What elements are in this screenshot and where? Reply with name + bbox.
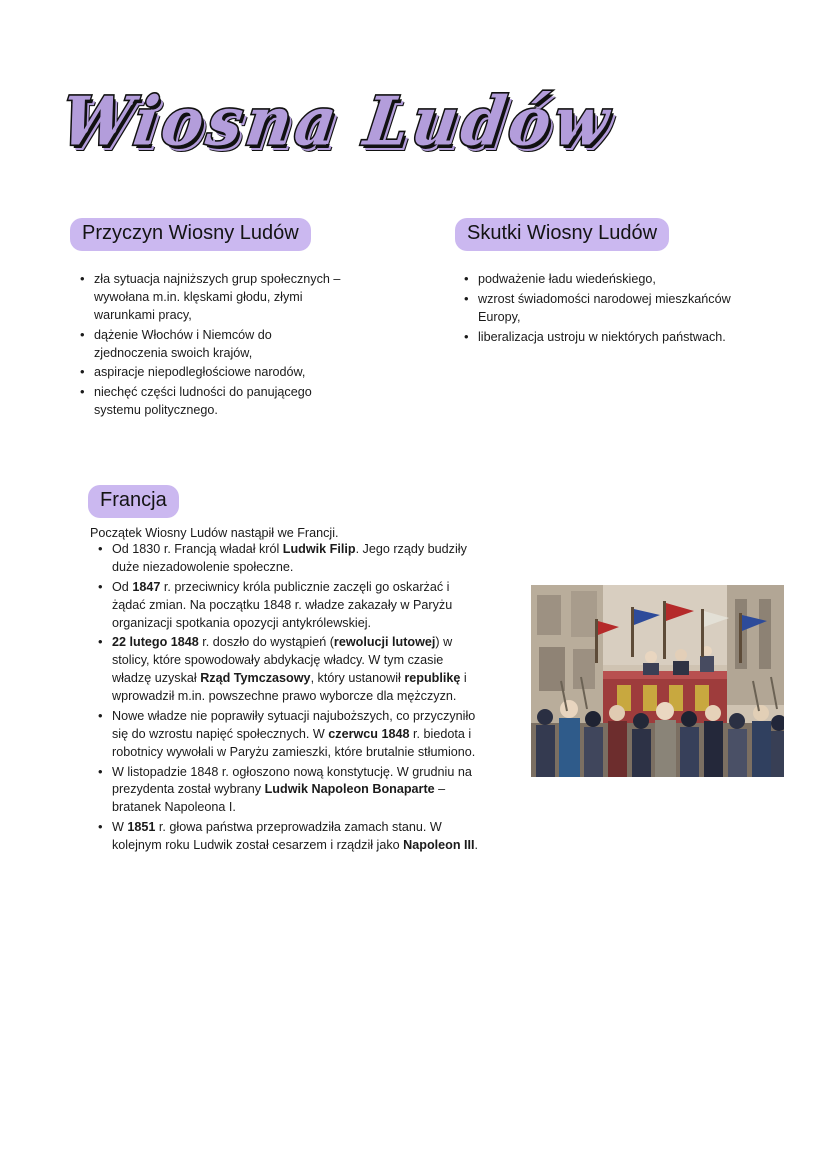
- effects-list: [462, 271, 762, 349]
- list-item: • dążenie Włochów i Niemców do zjednoczenia swoich krajów,: [78, 327, 346, 363]
- list-item: • wzrost świadomości narodowej mieszkańców Europy,: [462, 291, 762, 327]
- france-intro-text: Początek Wiosny Ludów nastąpił we Francji.: [90, 526, 339, 540]
- causes-list: [78, 271, 346, 422]
- list-item: • niechęć części ludności do panującego systemu politycznego.: [78, 384, 346, 420]
- revolution-painting-svg: [531, 585, 784, 777]
- list-item: • aspiracje niepodległościowe narodów,: [78, 364, 346, 382]
- causes-heading-label: Przyczyn Wiosny Ludów: [70, 218, 311, 251]
- list-item: • Nowe władze nie poprawiły sytuacji najuboższych, co przyczyniło się do wzrostu napięć społecznych. W czerwcu 1848 r. biedota i robotnicy wywołali w Paryżu zamieszki, które brutalnie stłumiono.: [96, 708, 484, 762]
- list-item: • zła sytuacja najniższych grup społecznych – wywołana m.in. klęskami głodu, złymi warunkami pracy,: [78, 271, 346, 325]
- section-heading-causes: [70, 218, 311, 251]
- list-item: • 22 lutego 1848 r. doszło do wystąpień (rewolucji lutowej) w stolicy, które spowodowały abdykację władcy. W tym czasie władzę uzyskał Rząd Tymczasowy, który ustanowił republikę i wprowadził m.in. powszechne prawo wyborcze dla mężczyzn.: [96, 634, 484, 706]
- revolution-painting-image: [531, 585, 784, 777]
- section-heading-effects: [455, 218, 669, 251]
- france-list: [96, 541, 484, 857]
- page-title: [56, 72, 772, 172]
- list-item: • Od 1847 r. przeciwnicy króla publicznie zaczęli go oskarżać i żądać zmian. Na początku 1848 r. władze zakazały w Paryżu organizacji spotkania opozycji antykrólewskiej.: [96, 579, 484, 633]
- list-item: • W listopadzie 1848 r. ogłoszono nową konstytucję. W grudniu na prezydenta został wybrany Ludwik Napoleon Bonaparte – bratanek Napoleona I.: [96, 764, 484, 818]
- list-item: • podważenie ładu wiedeńskiego,: [462, 271, 762, 289]
- france-heading-label: Francja: [88, 485, 179, 518]
- page-title-text: Wiosna Ludów: [56, 82, 618, 161]
- list-item: • W 1851 r. głowa państwa przeprowadziła zamach stanu. W kolejnym roku Ludwik został cesarzem i rządził jako Napoleon III.: [96, 819, 484, 855]
- section-heading-france: [88, 485, 179, 518]
- effects-heading-label: Skutki Wiosny Ludów: [455, 218, 669, 251]
- list-item: • Od 1830 r. Francją władał król Ludwik Filip. Jego rządy budziły duże niezadowolenie społeczne.: [96, 541, 484, 577]
- list-item: • liberalizacja ustroju w niektórych państwach.: [462, 329, 762, 347]
